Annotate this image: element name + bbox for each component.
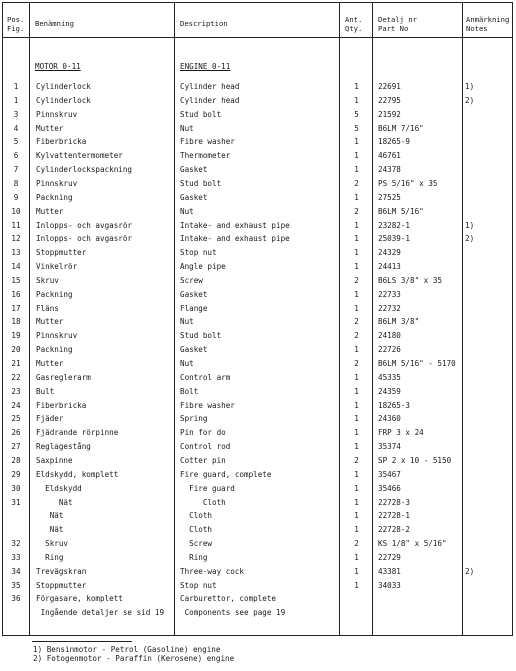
benamning-cell: Mutter [36, 206, 64, 216]
part-number-cell: 35374 [378, 442, 401, 452]
description-cell: Angle pipe [180, 262, 226, 271]
qty-cell: 5 [354, 123, 359, 133]
benamning-cell: Nät [36, 525, 64, 535]
description-cell: Gasket [180, 345, 208, 355]
part-number-cell: 24180 [378, 331, 401, 341]
note-cell: 1) [465, 220, 475, 230]
description-cell: Control arm [180, 372, 231, 382]
benamning-cell: Inlopps- och avgasrör [36, 234, 133, 244]
part-number-cell: 22795 [378, 95, 401, 105]
description-cell: Control rod [180, 442, 231, 452]
description-cell: Screw [180, 275, 203, 285]
note-cell: 1) [465, 82, 475, 91]
qty-cell: 2 [354, 178, 359, 188]
pos-number: 14 [11, 262, 21, 271]
description-cell: Cylinder head [180, 95, 240, 105]
table-row [3, 358, 512, 369]
part-number-cell: 34033 [378, 580, 401, 590]
header-fig-label: Fig. [7, 24, 25, 33]
part-number-cell: 22728-3 [378, 497, 411, 507]
part-number-cell: B6LM 5/16" - 5170 [378, 359, 456, 368]
pos-number: 3 [13, 109, 19, 119]
description-cell: Thermometer [180, 151, 231, 161]
part-number-cell: 22726 [378, 345, 401, 355]
description-cell: Cotter pin [180, 455, 226, 465]
part-number-cell: 24378 [378, 165, 401, 175]
part-number-cell: 46761 [378, 151, 401, 161]
benamning-cell: Fiberbricka [36, 137, 87, 147]
part-number-cell: PS 5/16" x 35 [378, 178, 438, 188]
part-number-cell: 22733 [378, 289, 401, 299]
table-row [3, 275, 512, 286]
description-cell: Bolt [180, 386, 199, 396]
qty-cell: 1 [354, 289, 359, 299]
qty-cell: 2 [354, 359, 359, 368]
pos-number: 25 [11, 414, 21, 424]
table-row [3, 510, 512, 521]
pos-number: 22 [11, 372, 21, 382]
qty-cell: 1 [354, 303, 359, 313]
table-row [3, 580, 512, 591]
pos-number: 21 [11, 359, 21, 368]
table-row [3, 136, 512, 147]
pos-number: 9 [13, 192, 19, 202]
description-cell: Pin for do [180, 428, 226, 438]
benamning-cell: Reglagestång [36, 442, 91, 452]
description-cell: Flange [180, 303, 208, 313]
pos-number: 5 [13, 137, 19, 147]
description-cell: Nut [180, 317, 194, 327]
qty-cell: 1 [354, 414, 359, 424]
table-row [3, 95, 512, 106]
benamning-cell: Stoppmutter [36, 580, 87, 590]
pos-number: 7 [13, 165, 19, 175]
qty-cell: 2 [354, 317, 359, 327]
description-cell: Cylinder head [180, 82, 240, 91]
part-number-cell: 35466 [378, 483, 401, 493]
benamning-cell: Mutter [36, 317, 64, 327]
table-row [3, 497, 512, 508]
part-number-cell: 27525 [378, 192, 401, 202]
qty-cell: 2 [354, 539, 359, 548]
benamning-cell: Eldskydd, komplett [36, 469, 119, 479]
table-row [3, 150, 512, 161]
qty-cell: 1 [354, 469, 359, 479]
qty-cell: 1 [354, 400, 359, 410]
table-row [3, 566, 512, 577]
header-partno-label: Part No [378, 24, 409, 33]
description-cell: Carburettor, complete [180, 594, 277, 604]
table-row [3, 303, 512, 314]
benamning-cell: Inlopps- och avgasrör [36, 220, 133, 230]
description-cell: Cloth [180, 511, 213, 521]
table-row [3, 81, 512, 92]
qty-cell: 1 [354, 220, 359, 230]
header-rule [3, 37, 512, 38]
pos-number: 18 [11, 317, 21, 327]
qty-cell: 1 [354, 165, 359, 175]
header-description: Description [180, 19, 228, 28]
part-number-cell: 22728-1 [378, 511, 411, 521]
description-cell: Cloth [180, 525, 213, 535]
description-cell: Gasket [180, 289, 208, 299]
header-anmarkning-label: Anmärkning [466, 15, 510, 24]
pos-number: 32 [11, 539, 21, 548]
qty-cell: 1 [354, 95, 359, 105]
header-notes-label: Notes [466, 24, 488, 33]
header-qty-label: Qty. [345, 24, 363, 33]
part-number-cell: 24359 [378, 386, 401, 396]
benamning-cell: Förgasare, komplett [36, 594, 123, 604]
pos-number: 31 [11, 497, 21, 507]
pos-number: 23 [11, 386, 21, 396]
part-number-cell: B6LM 3/8" [378, 317, 420, 327]
table-row [3, 483, 512, 494]
benamning-cell: Mutter [36, 123, 64, 133]
description-cell: Fire guard, complete [180, 469, 272, 479]
description-cell: Spring [180, 414, 208, 424]
qty-cell: 1 [354, 82, 359, 91]
description-cell: Intake- and exhaust pipe [180, 234, 290, 244]
description-cell: Nut [180, 206, 194, 216]
pos-number: 8 [13, 178, 19, 188]
part-number-cell: 45335 [378, 372, 401, 382]
part-number-cell: 23282-1 [378, 220, 411, 230]
part-number-cell: B6LS 3/8" x 35 [378, 275, 443, 285]
table-row [3, 552, 512, 563]
table-row [3, 233, 512, 244]
qty-cell: 2 [354, 455, 359, 465]
qty-cell: 1 [354, 192, 359, 202]
qty-cell: 1 [354, 566, 359, 576]
benamning-cell: Skruv [36, 275, 59, 285]
pos-number: 20 [11, 345, 21, 355]
pos-number: 13 [11, 248, 21, 258]
description-cell: Three-way cock [180, 566, 245, 576]
pos-number: 33 [11, 552, 21, 562]
benamning-cell: Fjäder [36, 414, 64, 424]
pos-number: 1 [13, 82, 19, 91]
pos-number: 28 [11, 455, 21, 465]
description-cell: Components see page 19 [180, 608, 286, 618]
benamning-cell: Fjädrande rörpinne [36, 428, 119, 438]
pos-number: 27 [11, 442, 21, 452]
table-row [3, 413, 512, 424]
qty-cell: 5 [354, 109, 359, 119]
table-row [3, 524, 512, 535]
header-qty [345, 15, 362, 33]
description-cell: Stop nut [180, 248, 217, 258]
benamning-cell: Saxpinne [36, 455, 73, 465]
benamning-cell: Packning [36, 345, 73, 355]
benamning-cell: Pinnskruv [36, 109, 78, 119]
table-row [3, 469, 512, 480]
footnote-2: 2) Fotogenmotor - Paraffin (Kerosene) engine [33, 654, 235, 663]
table-row [3, 192, 512, 203]
qty-cell: 1 [354, 345, 359, 355]
qty-cell: 2 [354, 206, 359, 216]
part-number-cell: 22728-2 [378, 525, 411, 535]
benamning-cell: Nät [36, 497, 73, 507]
benamning-cell: Nät [36, 511, 64, 521]
benamning-cell: Packning [36, 289, 73, 299]
description-cell: Stud bolt [180, 109, 222, 119]
table-row [3, 123, 512, 134]
qty-cell: 1 [354, 428, 359, 438]
header-detalj-label: Detalj nr [378, 15, 417, 24]
note-cell: 2) [465, 566, 475, 576]
part-number-cell: 22732 [378, 303, 401, 313]
pos-number: 34 [11, 566, 21, 576]
description-cell: Ring [180, 552, 208, 562]
benamning-cell: Fiberbricka [36, 400, 87, 410]
description-cell: Screw [180, 539, 213, 548]
pos-number: 12 [11, 234, 21, 244]
part-number-cell: 35467 [378, 469, 401, 479]
qty-cell: 1 [354, 483, 359, 493]
pos-number: 35 [11, 580, 21, 590]
part-number-cell: 24413 [378, 262, 401, 271]
header-notes [466, 15, 509, 33]
header-partno [378, 15, 417, 33]
table-row [3, 372, 512, 383]
part-number-cell: 24329 [378, 248, 401, 258]
pos-number: 16 [11, 289, 21, 299]
qty-cell: 1 [354, 262, 359, 271]
table-row [3, 455, 512, 466]
qty-cell: 1 [354, 386, 359, 396]
benamning-cell: Ring [36, 552, 64, 562]
benamning-cell: Kylvattentermometer [36, 151, 123, 161]
parts-table [2, 2, 513, 636]
benamning-cell: Pinnskruv [36, 178, 78, 188]
table-row [3, 261, 512, 272]
benamning-cell: Mutter [36, 359, 64, 368]
part-number-cell: B6LM 7/16" [378, 123, 424, 133]
table-row [3, 109, 512, 120]
description-cell: Stop nut [180, 580, 217, 590]
qty-cell: 1 [354, 497, 359, 507]
description-cell: Gasket [180, 165, 208, 175]
part-number-cell: 22691 [378, 82, 401, 91]
table-row [3, 593, 512, 604]
header-benamning: Benämning [35, 19, 74, 28]
pos-number: 10 [11, 206, 21, 216]
qty-cell: 1 [354, 372, 359, 382]
table-row [3, 386, 512, 397]
benamning-cell: Cylinderlockspackning [36, 165, 133, 175]
pos-number: 11 [11, 220, 21, 230]
table-row [3, 400, 512, 411]
description-cell: Stud bolt [180, 178, 222, 188]
pos-number: 4 [13, 123, 19, 133]
table-row [3, 441, 512, 452]
part-number-cell: 18265-9 [378, 137, 411, 147]
table-row [3, 330, 512, 341]
pos-number: 17 [11, 303, 21, 313]
description-cell: Gasket [180, 192, 208, 202]
description-cell: Cloth [180, 497, 226, 507]
benamning-cell: Stoppmutter [36, 248, 87, 258]
section-title-en: ENGINE 0-11 [180, 62, 231, 71]
pos-number: 36 [11, 594, 21, 604]
benamning-cell: Fläns [36, 303, 59, 313]
part-number-cell: KS 1/8" x 5/16" [378, 539, 447, 548]
qty-cell: 1 [354, 525, 359, 535]
table-row [3, 344, 512, 355]
table-row [3, 607, 512, 618]
qty-cell: 1 [354, 442, 359, 452]
benamning-cell: Gasreglerarm [36, 372, 91, 382]
pos-number: 1 [13, 95, 19, 105]
footnote-rule [32, 641, 132, 642]
qty-cell: 2 [354, 331, 359, 341]
pos-number: 6 [13, 151, 19, 161]
pos-number: 15 [11, 275, 21, 285]
benamning-cell: Eldskydd [36, 483, 82, 493]
description-cell: Fibre washer [180, 137, 235, 147]
pos-number: 24 [11, 400, 21, 410]
qty-cell: 1 [354, 552, 359, 562]
table-row [3, 427, 512, 438]
qty-cell: 1 [354, 151, 359, 161]
header-pos-label: Pos. [7, 15, 25, 24]
description-cell: Nut [180, 123, 194, 133]
part-number-cell: B6LM 5/16" [378, 206, 424, 216]
benamning-cell: Ingående detaljer se sid 19 [36, 608, 165, 618]
header-ant-label: Ant. [345, 15, 363, 24]
table-row [3, 289, 512, 300]
benamning-cell: Packning [36, 192, 73, 202]
note-cell: 2) [465, 234, 475, 244]
qty-cell: 1 [354, 248, 359, 258]
part-number-cell: 25039-1 [378, 234, 411, 244]
section-title-sv: MOTOR 0-11 [35, 62, 81, 71]
qty-cell: 1 [354, 137, 359, 147]
part-number-cell: 24360 [378, 414, 401, 424]
table-row [3, 178, 512, 189]
benamning-cell: Skruv [36, 539, 69, 548]
benamning-cell: Cylinderlock [36, 82, 91, 91]
pos-number: 30 [11, 483, 21, 493]
description-cell: Nut [180, 359, 194, 368]
pos-number: 29 [11, 469, 21, 479]
pos-number: 19 [11, 331, 21, 341]
benamning-cell: Trevägskran [36, 566, 87, 576]
part-number-cell: 43381 [378, 566, 401, 576]
table-row [3, 220, 512, 231]
pos-number: 26 [11, 428, 21, 438]
description-cell: Stud bolt [180, 331, 222, 341]
benamning-cell: Vinkelrör [36, 262, 78, 271]
table-row [3, 316, 512, 327]
footnote-1: 1) Bensinmotor - Petrol (Gasoline) engine [33, 645, 221, 654]
table-row [3, 247, 512, 258]
benamning-cell: Cylinderlock [36, 95, 91, 105]
part-number-cell: 18265-3 [378, 400, 411, 410]
benamning-cell: Pinnskruv [36, 331, 78, 341]
part-number-cell: SP 2 x 10 - 5150 [378, 455, 452, 465]
table-row [3, 164, 512, 175]
table-row [3, 538, 512, 549]
qty-cell: 1 [354, 580, 359, 590]
note-cell: 2) [465, 95, 475, 105]
part-number-cell: 22729 [378, 552, 401, 562]
description-cell: Fibre washer [180, 400, 235, 410]
qty-cell: 1 [354, 234, 359, 244]
qty-cell: 1 [354, 511, 359, 521]
header-pos [7, 15, 24, 33]
description-cell: Fire guard [180, 483, 235, 493]
qty-cell: 2 [354, 275, 359, 285]
description-cell: Intake- and exhaust pipe [180, 220, 290, 230]
part-number-cell: 21592 [378, 109, 401, 119]
benamning-cell: Bult [36, 386, 55, 396]
table-row [3, 206, 512, 217]
part-number-cell: FRP 3 x 24 [378, 428, 424, 438]
